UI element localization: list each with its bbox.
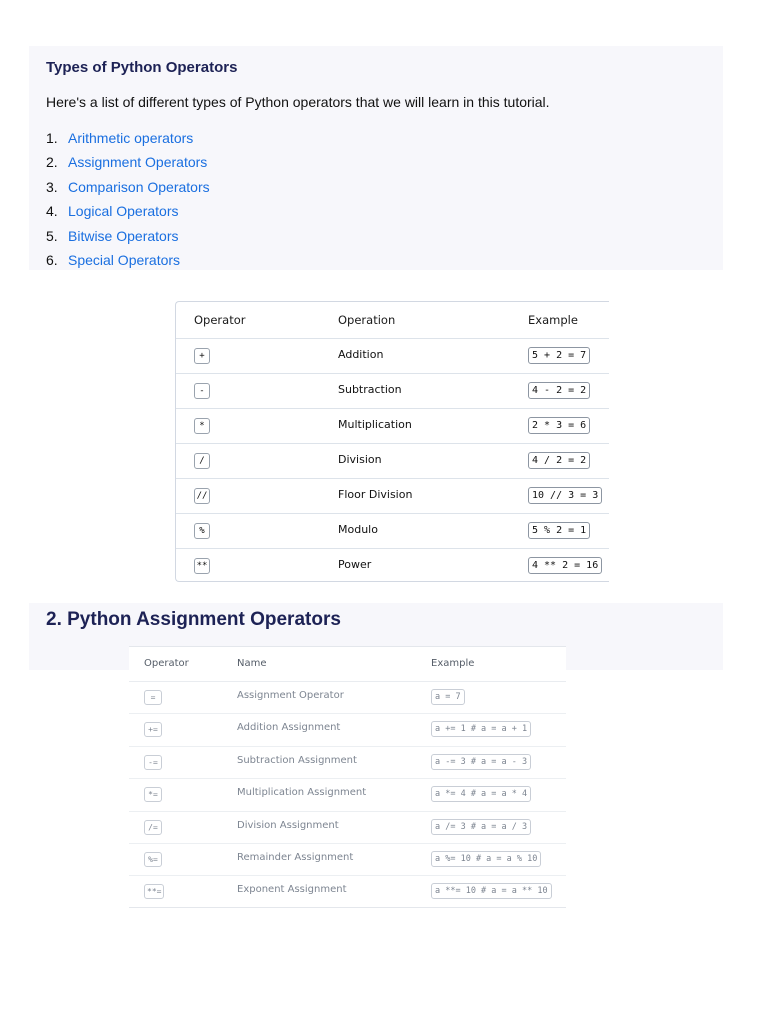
header-example: Example <box>528 313 578 327</box>
table-header <box>129 647 566 682</box>
operator-symbol: + <box>194 348 210 364</box>
table-row <box>176 443 609 479</box>
section-heading: Types of Python Operators <box>46 59 238 76</box>
operator-types-list <box>46 128 210 274</box>
operation-name: Subtraction <box>338 383 402 396</box>
operator-name: Remainder Assignment <box>237 852 354 863</box>
example-code: 4 - 2 = 2 <box>528 382 590 399</box>
example-code: 10 // 3 = 3 <box>528 487 602 504</box>
list-number: 3. <box>46 178 58 195</box>
link-logical-operators[interactable]: Logical Operators <box>68 203 179 220</box>
example-code: 2 * 3 = 6 <box>528 417 590 434</box>
link-special-operators[interactable]: Special Operators <box>68 251 181 268</box>
list-item <box>46 250 210 274</box>
operation-name: Multiplication <box>338 418 412 431</box>
arithmetic-operators-table <box>175 301 609 582</box>
table-header <box>176 302 609 339</box>
operator-symbol: %= <box>144 852 162 867</box>
example-code: a += 1 # a = a + 1 <box>431 721 531 737</box>
table-row <box>176 338 609 374</box>
example-code: a **= 10 # a = a ** 10 <box>431 883 552 899</box>
table-row <box>129 681 566 714</box>
link-comparison-operators[interactable]: Comparison Operators <box>68 178 210 195</box>
link-bitwise-operators[interactable]: Bitwise Operators <box>68 227 179 244</box>
example-code: a -= 3 # a = a - 3 <box>431 754 531 770</box>
operator-symbol: -= <box>144 755 162 770</box>
table-row <box>176 548 609 583</box>
example-code: 5 % 2 = 1 <box>528 522 590 539</box>
operator-symbol: = <box>144 690 162 705</box>
table-row <box>129 811 566 844</box>
operation-name: Division <box>338 453 382 466</box>
table-row <box>176 408 609 444</box>
operator-name: Exponent Assignment <box>237 884 347 896</box>
operation-name: Floor Division <box>338 488 413 501</box>
header-example: Example <box>431 658 475 669</box>
operator-name: Addition Assignment <box>237 722 341 734</box>
list-item <box>46 226 210 250</box>
example-code: 4 ** 2 = 16 <box>528 557 602 574</box>
operator-name: Assignment Operator <box>237 690 344 701</box>
header-name: Name <box>237 658 267 669</box>
list-number: 6. <box>46 251 58 268</box>
table-row <box>176 373 609 409</box>
link-arithmetic-operators[interactable]: Arithmetic operators <box>68 130 194 146</box>
operator-symbol: % <box>194 523 210 539</box>
operator-name: Subtraction Assignment <box>237 754 357 766</box>
operation-name: Addition <box>338 348 384 361</box>
header-operator: Operator <box>194 313 246 327</box>
example-code: 5 + 2 = 7 <box>528 347 590 364</box>
table-row <box>129 778 566 811</box>
example-code: a /= 3 # a = a / 3 <box>431 819 531 835</box>
list-item <box>46 152 210 176</box>
operation-name: Modulo <box>338 523 378 536</box>
list-item <box>46 201 210 225</box>
operation-name: Power <box>338 558 372 571</box>
operator-symbol: **= <box>144 884 164 899</box>
intro-paragraph: Here's a list of different types of Python operators that we will learn in this tutorial. <box>46 94 550 110</box>
link-assignment-operators[interactable]: Assignment Operators <box>68 154 208 171</box>
list-item <box>46 177 210 201</box>
operator-symbol: - <box>194 383 210 399</box>
example-code: a *= 4 # a = a * 4 <box>431 786 531 802</box>
table-row <box>176 513 609 549</box>
operator-symbol: ** <box>194 558 210 574</box>
assignment-operators-table <box>129 646 566 908</box>
list-number: 5. <box>46 227 58 244</box>
operator-symbol: += <box>144 722 162 737</box>
operator-symbol: * <box>194 418 210 434</box>
operator-symbol: // <box>194 488 210 504</box>
section-heading: 2. Python Assignment Operators <box>46 609 341 630</box>
list-number: 4. <box>46 203 58 220</box>
operator-symbol: /= <box>144 820 162 835</box>
header-operator: Operator <box>144 658 189 669</box>
operator-symbol: / <box>194 453 210 469</box>
operator-symbol: *= <box>144 787 162 802</box>
list-item <box>46 128 210 152</box>
table-row <box>129 746 566 779</box>
table-row <box>176 478 609 514</box>
table-row <box>129 713 566 746</box>
example-code: a = 7 <box>431 689 465 705</box>
operator-name: Division Assignment <box>237 819 339 831</box>
header-operation: Operation <box>338 313 396 327</box>
list-number: 2. <box>46 154 58 171</box>
table-row <box>129 843 566 876</box>
list-number: 1. <box>46 130 58 146</box>
operator-name: Multiplication Assignment <box>237 787 367 799</box>
example-code: a %= 10 # a = a % 10 <box>431 851 541 867</box>
table-row <box>129 875 566 907</box>
example-code: 4 / 2 = 2 <box>528 452 590 469</box>
